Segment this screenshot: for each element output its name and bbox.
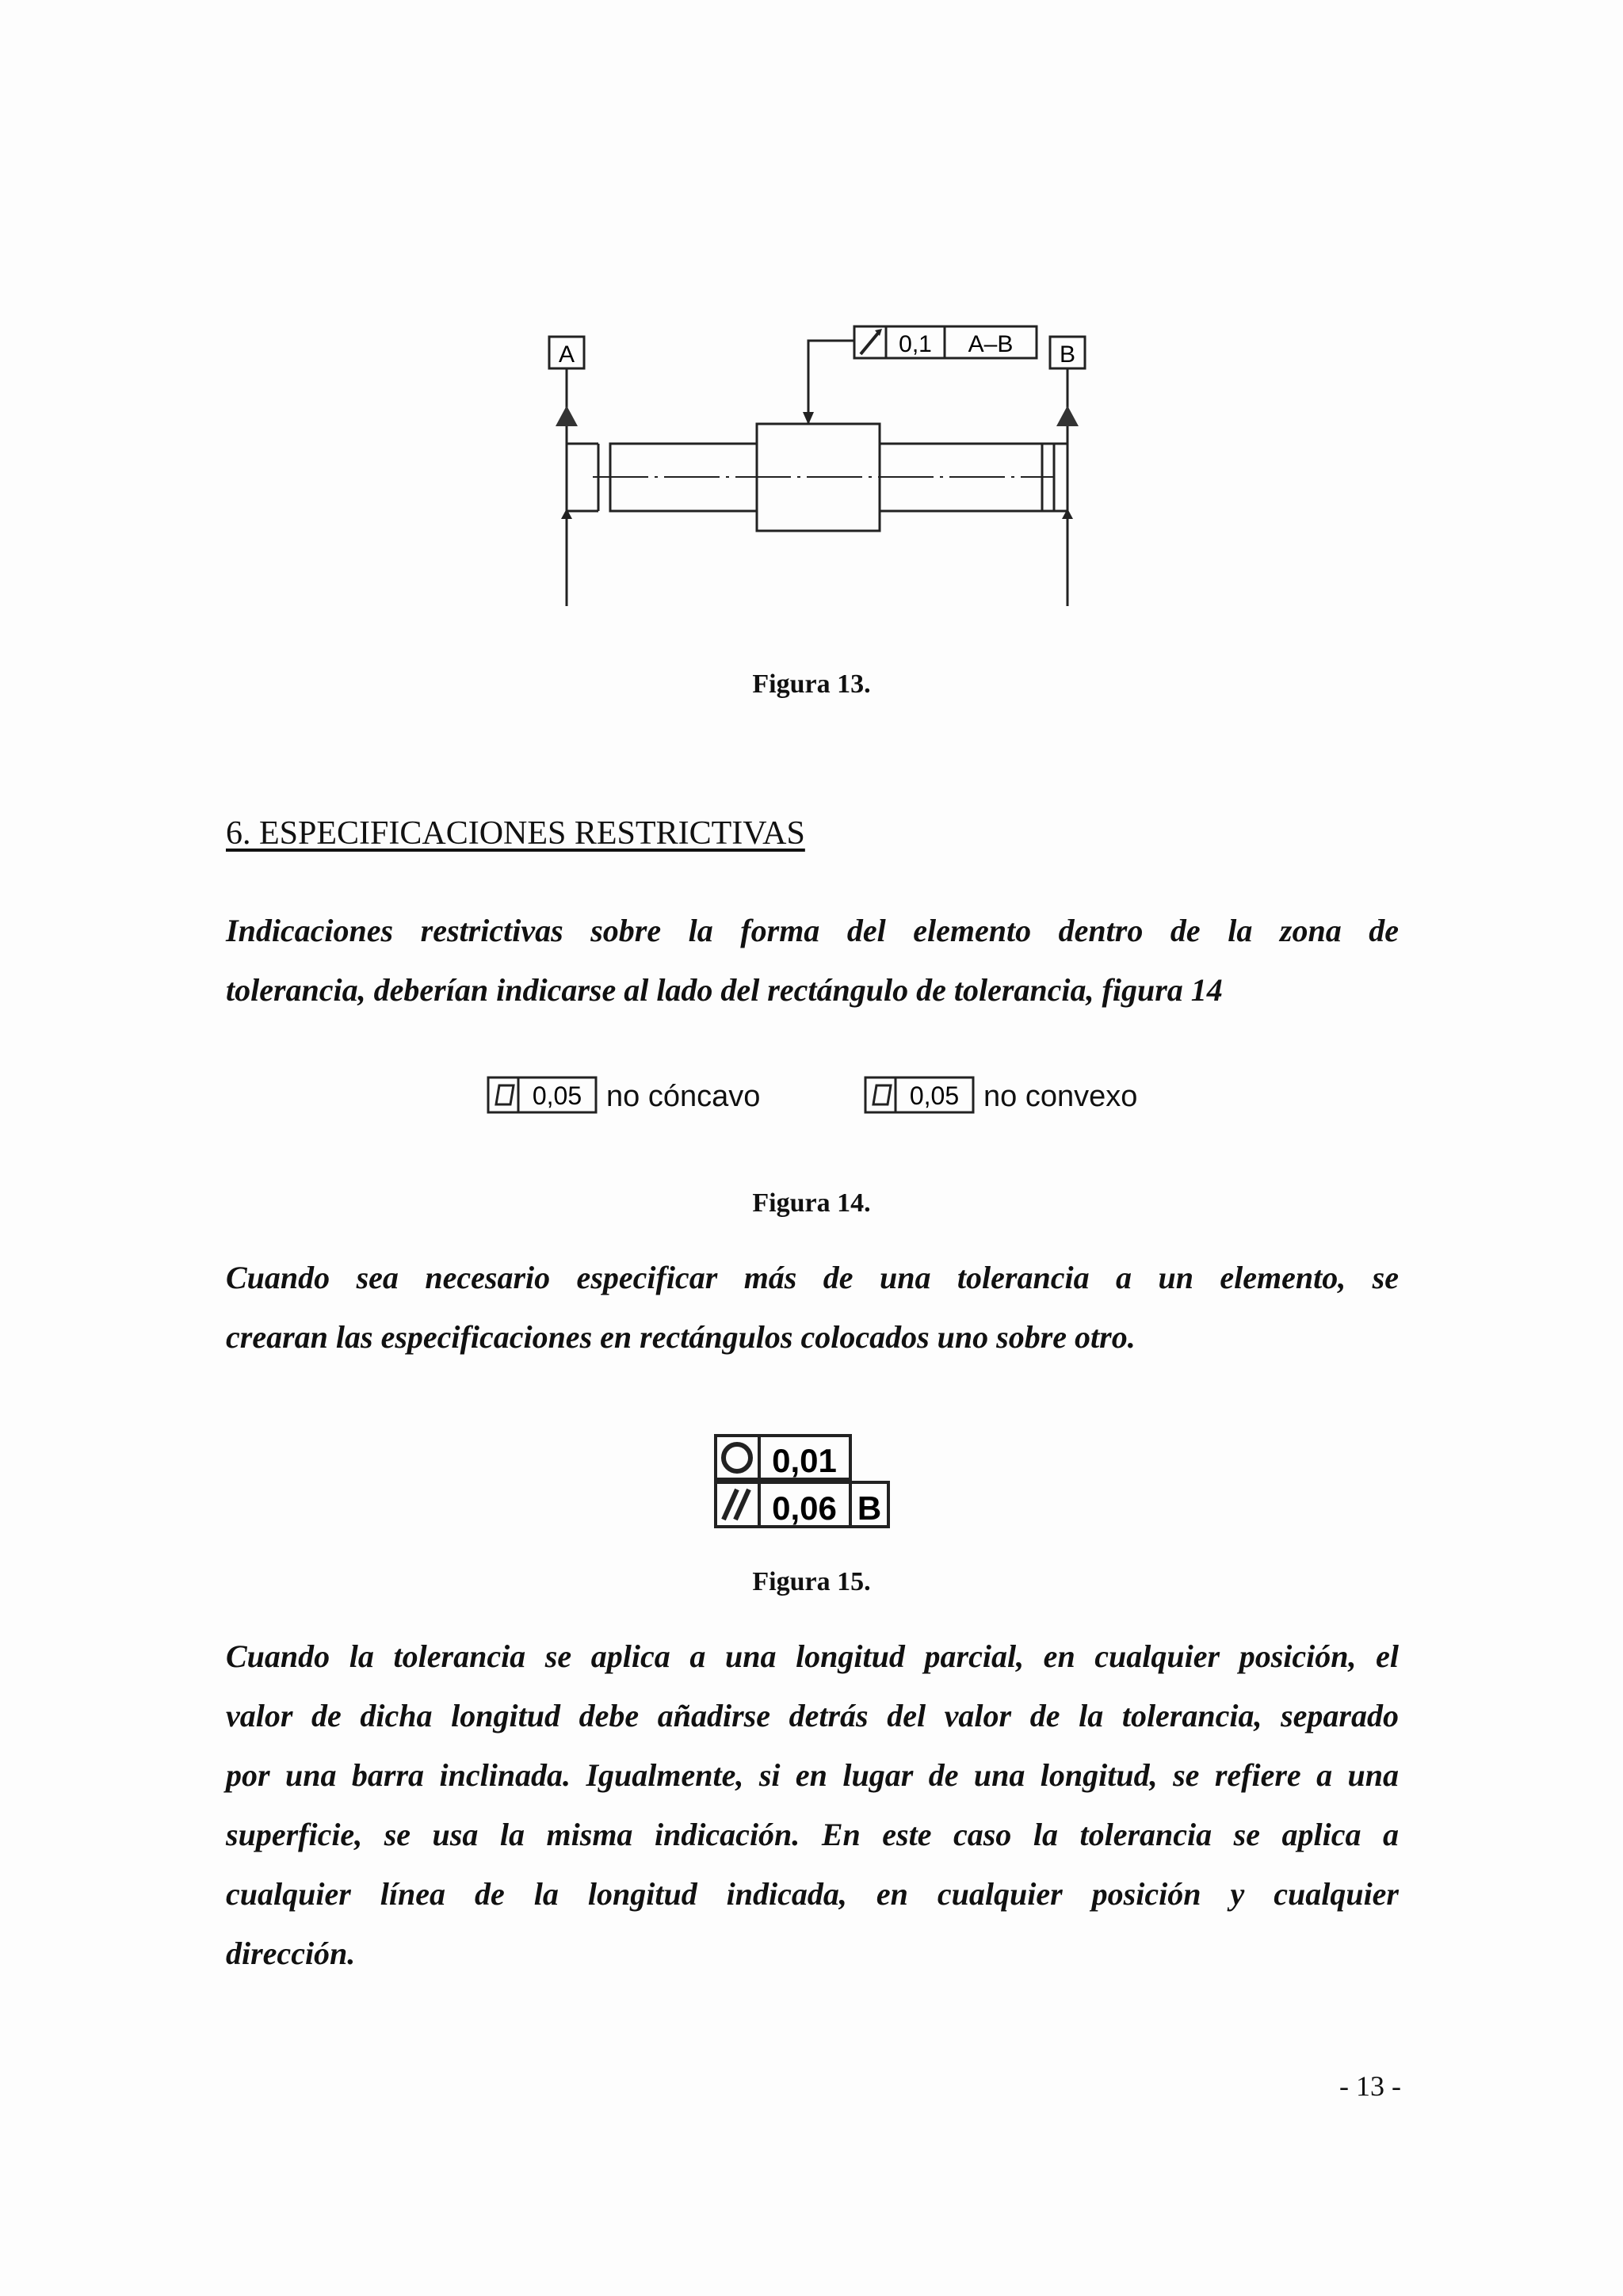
figure-14-frame-1 — [487, 1076, 598, 1114]
paragraph-3 — [226, 1627, 1399, 1983]
page-number: - 13 - — [1339, 2070, 1401, 2102]
paragraph-2 — [226, 1248, 1399, 1367]
paragraph-line: crearan las especificaciones en rectángulos colocados uno sobre otro. — [226, 1319, 1136, 1355]
datum-a-triangle — [556, 406, 578, 426]
paragraph-line: cualquier línea de la longitud indicada, en cualquier posición y cualquier — [226, 1876, 1399, 1912]
paragraph-line: Indicaciones restrictivas sobre la forma del elemento dentro de la zona de — [226, 913, 1399, 948]
figure-14-frame-2 — [864, 1076, 975, 1114]
section-heading: 6. ESPECIFICACIONES RESTRICTIVAS — [226, 815, 805, 852]
fig14-tolerance-1: 0,05 — [532, 1081, 582, 1110]
paragraph-line: superficie, se usa la misma indicación. En este caso la tolerancia se aplica a — [226, 1817, 1399, 1852]
datum-b-label: B — [1059, 341, 1076, 368]
paragraph-line: dirección. — [226, 1936, 356, 1971]
paragraph-line: valor de dicha longitud debe añadirse detrás del valor de la tolerancia, separado — [226, 1698, 1399, 1733]
flatness-icon — [496, 1085, 514, 1104]
figure-15-caption: Figura 15. — [752, 1567, 871, 1596]
fig15-tolerance-2: 0,06 — [772, 1489, 837, 1527]
paragraph-line: por una barra inclinada. Igualmente, si en lugar de una longitud, se refiere a una — [226, 1757, 1399, 1793]
circular-runout-icon — [861, 329, 882, 354]
fig14-note-1: no cóncavo — [606, 1080, 761, 1113]
flatness-icon — [873, 1085, 891, 1104]
figure-13-drawing — [499, 285, 1125, 618]
fig14-tolerance-2: 0,05 — [909, 1081, 960, 1110]
paragraph-line: Cuando la tolerancia se aplica a una longitud parcial, en cualquier posición, el — [226, 1638, 1399, 1674]
figure-13-caption: Figura 13. — [752, 669, 871, 699]
datum-a-label: A — [558, 341, 575, 368]
figure-15-drawing — [713, 1432, 896, 1531]
paragraph-1 — [226, 901, 1399, 1020]
fig15-tolerance-1: 0,01 — [772, 1442, 837, 1479]
fig13-datum-ref: A–B — [968, 331, 1014, 357]
figure-14-caption: Figura 14. — [752, 1188, 871, 1218]
paragraph-line: tolerancia, deberían indicarse al lado del rectángulo de tolerancia, figura 14 — [226, 972, 1223, 1008]
fig13-tolerance: 0,1 — [899, 331, 932, 357]
datum-b-triangle — [1056, 406, 1079, 426]
fig14-note-2: no convexo — [983, 1080, 1138, 1113]
paragraph-line: Cuando sea necesario especificar más de una tolerancia a un elemento, se — [226, 1260, 1399, 1295]
fig15-datum: B — [857, 1489, 882, 1527]
parallelism-icon — [724, 1489, 749, 1520]
circularity-icon — [724, 1444, 750, 1471]
